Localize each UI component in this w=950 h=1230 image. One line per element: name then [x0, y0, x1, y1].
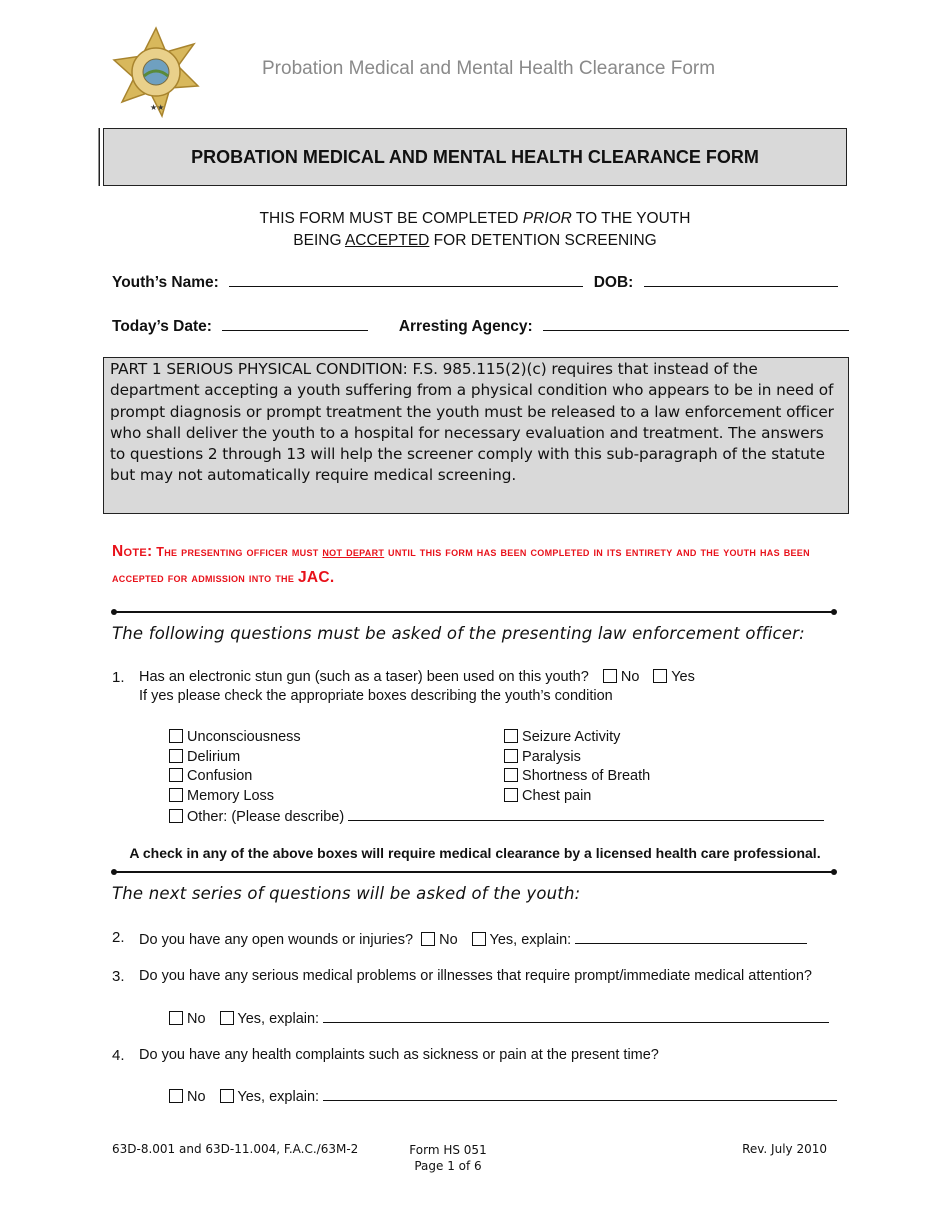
- list-item: Chest pain: [504, 787, 650, 807]
- list-item: Unconsciousness: [169, 728, 824, 748]
- list-item: Shortness of Breath: [504, 767, 650, 787]
- form-title: PROBATION MEDICAL AND MENTAL HEALTH CLEARANCE FORM: [191, 146, 759, 167]
- q4-explain-field[interactable]: [323, 1086, 837, 1101]
- q2-number: 2.: [112, 929, 125, 946]
- youth-name-row: [112, 272, 838, 292]
- q1-no-checkbox[interactable]: [603, 669, 617, 683]
- condition-checkbox[interactable]: [504, 749, 518, 763]
- q1-yes-checkbox[interactable]: [653, 669, 667, 683]
- divider-dot-right: [831, 609, 837, 615]
- part1-text: PART 1 SERIOUS PHYSICAL CONDITION: F.S. 985.115(2)(c) requires that instead of the department accepting a youth suffering from a physical condition who appears to be in need of prompt diagnosis or prompt treatment the youth must be released to a law enforcement officer who shall deliver the youth to a hospital for necessary evaluation and treatment. The answers to questions 2 through 13 will help the screener comply with this sub-paragraph of the statute but may not automatically require medical screening.: [110, 360, 834, 485]
- q3-number: 3.: [112, 968, 125, 985]
- condition-checkbox[interactable]: [169, 729, 183, 743]
- q4-yes-label: Yes, explain:: [237, 1089, 320, 1105]
- section2-heading: The next series of questions will be asked of the youth:: [112, 884, 581, 903]
- footer-form-number: Form HS 051: [409, 1143, 487, 1157]
- condition-checkbox[interactable]: [169, 788, 183, 802]
- q1-conditions-right: [504, 728, 650, 806]
- q4-no-label: No: [187, 1089, 206, 1105]
- section-divider: [114, 871, 834, 873]
- q4-answer-row: [169, 1086, 837, 1105]
- q3-explain-field[interactable]: [323, 1008, 829, 1023]
- condition-checkbox[interactable]: [504, 729, 518, 743]
- footer-page-number: Page 1 of 6: [414, 1159, 482, 1173]
- footer-revision: Rev. July 2010: [742, 1142, 827, 1156]
- dob-label: DOB:: [593, 274, 634, 291]
- section-divider: [114, 611, 834, 613]
- q2-no-label: No: [439, 932, 458, 948]
- q2-explain-field[interactable]: [575, 929, 807, 944]
- q3-yes-label: Yes, explain:: [237, 1011, 320, 1027]
- list-item: Delirium: [169, 748, 824, 768]
- condition-checkbox[interactable]: [504, 788, 518, 802]
- q2-yes-checkbox[interactable]: [472, 932, 486, 946]
- q1-number: 1.: [112, 669, 125, 686]
- subtitle-emphasis: PRIOR: [522, 210, 572, 227]
- q1-yes-label: Yes: [671, 669, 695, 685]
- q2-yes-label: Yes, explain:: [489, 932, 572, 948]
- arresting-agency-field[interactable]: [543, 316, 849, 331]
- q1-no-label: No: [620, 669, 640, 685]
- q3-no-label: No: [187, 1011, 206, 1027]
- q4-no-checkbox[interactable]: [169, 1089, 183, 1103]
- arresting-agency-label: Arresting Agency:: [398, 318, 533, 335]
- section1-heading: The following questions must be asked of the presenting law enforcement officer:: [112, 624, 805, 643]
- condition-checkbox[interactable]: [169, 768, 183, 782]
- other-checkbox[interactable]: [169, 809, 183, 823]
- footer-citation: 63D-8.001 and 63D-11.004, F.A.C./63M-2: [112, 1142, 359, 1156]
- list-item: Confusion: [169, 767, 824, 787]
- form-title-box: [103, 128, 847, 186]
- list-item: Memory Loss: [169, 787, 824, 807]
- todays-date-field[interactable]: [222, 316, 368, 331]
- svg-text:★★: ★★: [150, 103, 165, 112]
- presenting-officer-note: Note: The presenting officer must not depart until this form has been completed in its entirety and the youth has been accepted for admission into the JAC.: [112, 543, 810, 586]
- list-item: Seizure Activity: [504, 728, 650, 748]
- condition-checkbox[interactable]: [504, 768, 518, 782]
- divider-dot-right: [831, 869, 837, 875]
- subtitle-underline: ACCEPTED: [344, 232, 430, 249]
- todays-date-label: Today’s Date:: [112, 318, 212, 335]
- q4-text: Do you have any health complaints such as sickness or pain at the present time?: [139, 1047, 659, 1063]
- condition-checkbox[interactable]: [169, 749, 183, 763]
- dob-field[interactable]: [644, 272, 838, 287]
- other-describe-field[interactable]: [348, 806, 824, 821]
- medical-clearance-warning: A check in any of the above boxes will require medical clearance by a licensed health care professional.: [129, 845, 821, 861]
- q2-no-checkbox[interactable]: [421, 932, 435, 946]
- q1-conditions-left: [169, 728, 824, 828]
- q3-yes-checkbox[interactable]: [220, 1011, 234, 1025]
- q4-yes-checkbox[interactable]: [220, 1089, 234, 1103]
- list-item: Paralysis: [504, 748, 650, 768]
- q1-row: [139, 669, 695, 685]
- date-agency-row: [112, 316, 849, 336]
- list-item: Other: (Please describe): [169, 806, 824, 828]
- q2-row: [139, 929, 807, 948]
- part1-box: [103, 357, 849, 514]
- florida-djj-badge-icon: [110, 26, 202, 118]
- q3-no-checkbox[interactable]: [169, 1011, 183, 1025]
- form-subtitle: THIS FORM MUST BE COMPLETED PRIOR TO THE YOUTH BEING ACCEPTED FOR DETENTION SCREENING: [259, 210, 691, 249]
- footer-center: [380, 1142, 516, 1174]
- header-title: Probation Medical and Mental Health Clearance Form: [262, 58, 716, 79]
- q2-text: Do you have any open wounds or injuries?: [139, 932, 414, 948]
- q1-subtext: If yes please check the appropriate boxes describing the youth’s condition: [139, 688, 613, 704]
- youth-name-label: Youth’s Name:: [112, 274, 219, 291]
- q3-text: Do you have any serious medical problems or illnesses that require prompt/immediate medical attention?: [139, 968, 812, 984]
- q3-answer-row: [169, 1008, 829, 1027]
- q4-number: 4.: [112, 1047, 125, 1064]
- youth-name-field[interactable]: [229, 272, 583, 287]
- q1-text: Has an electronic stun gun (such as a taser) been used on this youth?: [139, 669, 589, 685]
